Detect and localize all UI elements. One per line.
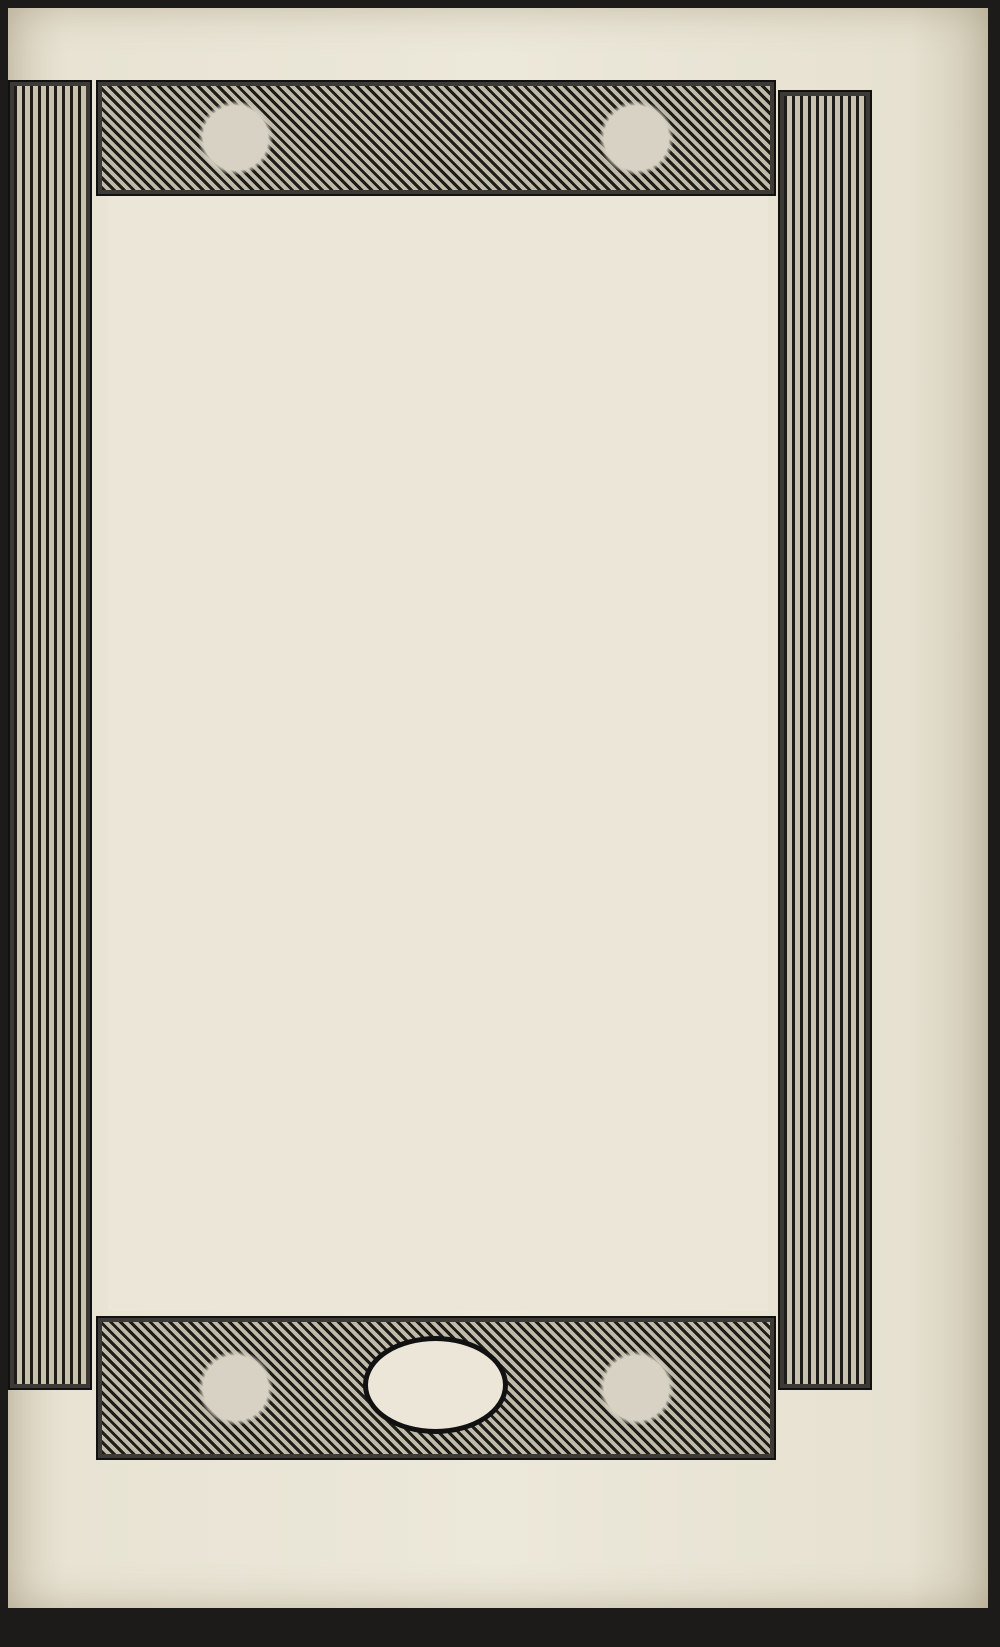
right-ornament-border [778, 90, 872, 1390]
book-page [8, 8, 988, 1608]
top-ornament-border [96, 80, 776, 196]
left-ornament-border [8, 80, 92, 1390]
decorated-initial [108, 568, 198, 668]
digitization-credit [980, 1629, 992, 1642]
page-number [363, 1336, 508, 1434]
text-area [108, 196, 768, 1311]
